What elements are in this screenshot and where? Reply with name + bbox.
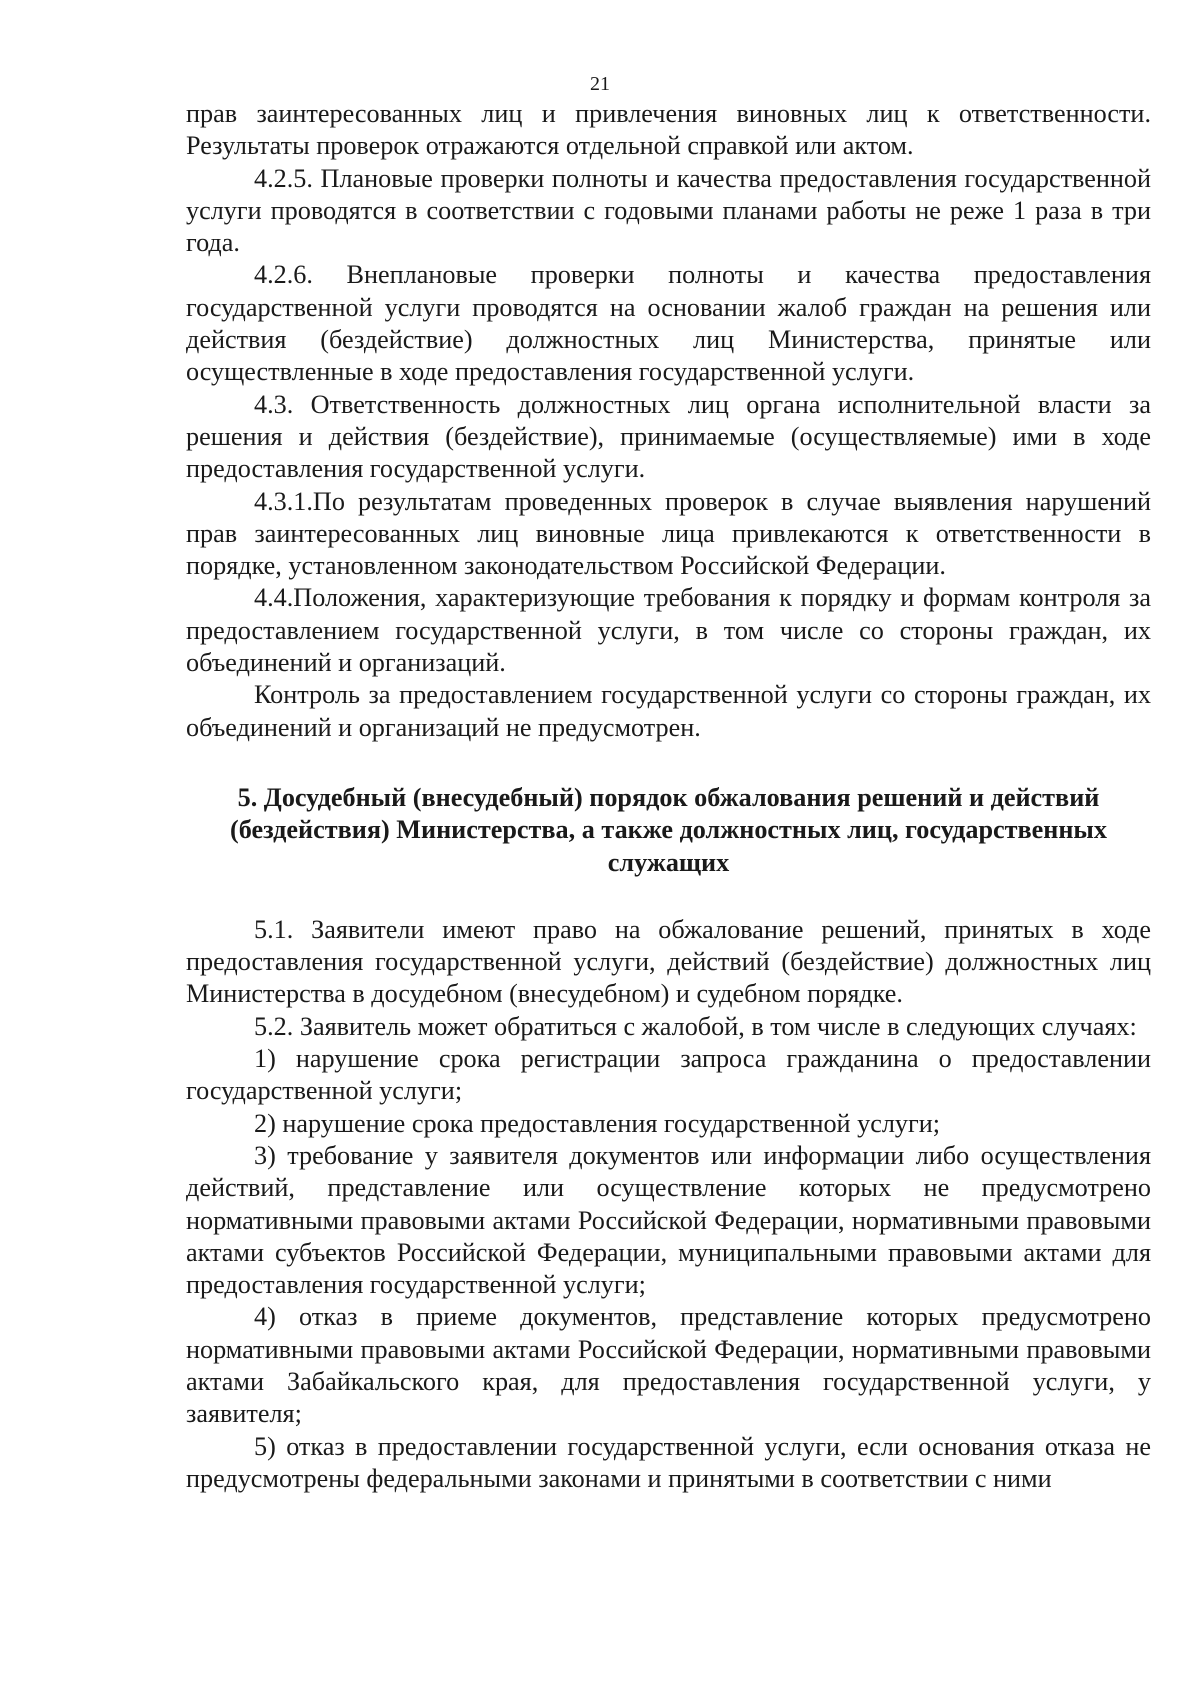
paragraph: 5.1. Заявители имеют право на обжалование решений, принятых в ходе предоставления государственной услуги, действий (бездействие) должностных лиц Министерства в досудебном (внесудебном) и судебном порядке. [186,914,1151,1009]
section-heading-line: (бездействия) Министерства, а также должностных лиц, государственных [230,815,1107,845]
paragraph: 5) отказ в предоставлении государственной услуги, если основания отказа не предусмотрены федеральными законами и принятыми в соответствии с ними [186,1431,1151,1493]
section-heading-line: служащих [607,847,730,877]
paragraph: 4.2.6. Внеплановые проверки полноты и качества предоставления государственной услуги проводятся на основании жалоб граждан на решения или действия (бездействие) должностных лиц Министерства, принятые или осуществленные в ходе предоставления государственной услуги. [186,260,1151,387]
paragraph: 1) нарушение срока регистрации запроса гражданина о предоставлении государственной услуги; [186,1044,1151,1106]
paragraph: 4.3.1.По результатам проведенных проверок в случае выявления нарушений прав заинтересованных лиц виновные лица привлекаются к ответственности в порядке, установленном законодательством Российской Федерации. [186,486,1151,581]
document-body [186,98,1151,1495]
paragraph: 3) требование у заявителя документов или информации либо осуществления действий, представление или осуществление которых не предусмотрено нормативными правовыми актами Российской Федерации, нормативными правовыми актами субъектов Российской Федерации, муниципальными правовыми актами для предоставления государственной услуги; [186,1140,1151,1300]
paragraph: прав заинтересованных лиц и привлечения виновных лиц к ответственности. Результаты проверок отражаются отдельной справкой или актом. [186,99,1151,161]
paragraph: 4) отказ в приеме документов, представление которых предусмотрено нормативными правовыми актами Российской Федерации, нормативными правовыми актами Забайкальского края, для предоставления государственной услуги, у заявителя; [186,1302,1151,1429]
paragraph: Контроль за предоставлением государственной услуги со стороны граждан, их объединений и организаций не предусмотрен. [186,680,1151,742]
paragraph: 2) нарушение срока предоставления государственной услуги; [254,1108,941,1138]
paragraph: 4.3. Ответственность должностных лиц органа исполнительной власти за решения и действия (бездействие), принимаемые (осуществляемые) ими в ходе предоставления государственной услуги. [186,389,1151,484]
page-number: 21 [590,73,610,95]
paragraph: 4.4.Положения, характеризующие требования к порядку и формам контроля за предоставлением государственной услуги, в том числе со стороны граждан, их объединений и организаций. [186,583,1151,678]
paragraph: 4.2.5. Плановые проверки полноты и качества предоставления государственной услуги проводятся в соответствии с годовыми планами работы не реже 1 раза в три года. [186,163,1151,258]
paragraph: 5.2. Заявитель может обратиться с жалобой, в том числе в следующих случаях: [254,1011,1137,1041]
section-heading [186,782,1151,879]
section-heading-line: 5. Досудебный (внесудебный) порядок обжалования решений и действий [237,782,1100,812]
